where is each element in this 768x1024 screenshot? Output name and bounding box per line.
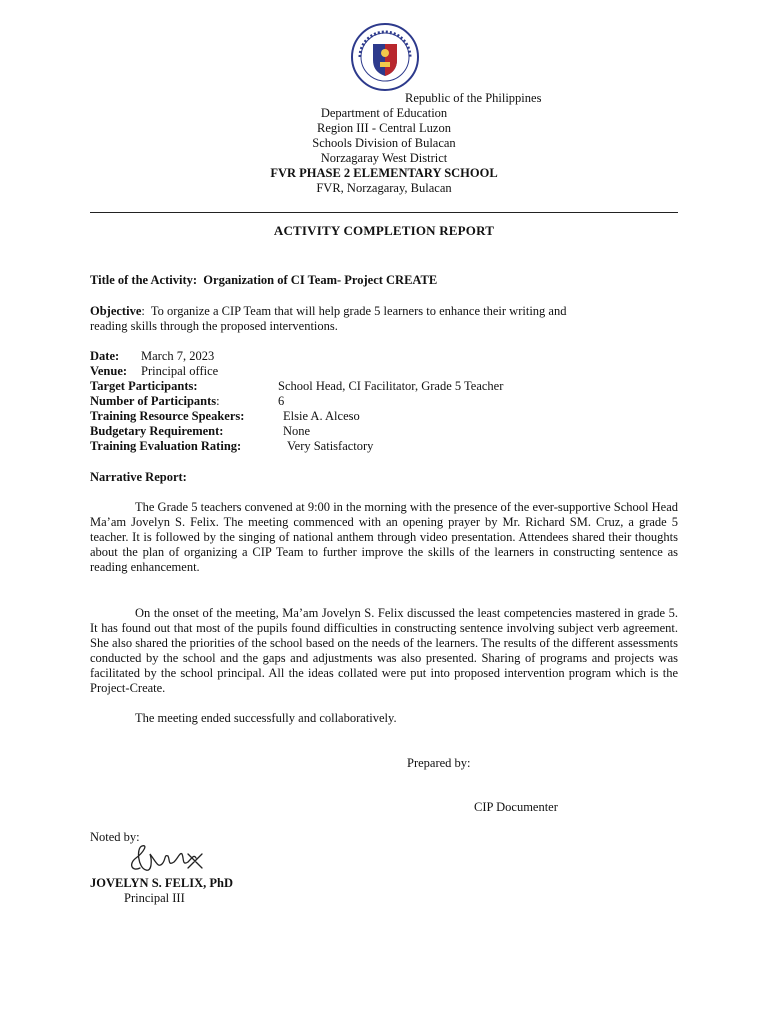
activity-title-label: Title of the Activity: <box>90 273 198 287</box>
date-value: March 7, 2023 <box>141 349 215 363</box>
narrative-paragraph-1: The Grade 5 teachers convened at 9:00 in the morning with the presence of the ever-supportive School Head Ma’am Jovelyn S. Felix. The meeting commenced with an opening prayer by Mr. Richard SM. Cruz, a grade 5 teacher. It is followed by the singing of national anthem through video presentation. Attendees shared their thoughts about the plan of organizing a CIP Team to further improve the skills of the learners in constructing sentence as reading enhancement. <box>90 500 678 574</box>
number-participants-row: Number of Participants: <box>90 394 220 408</box>
narrative-closing: The meeting ended successfully and collaboratively. <box>135 711 397 725</box>
header-region: Region III - Central Luzon <box>317 121 451 135</box>
documenter-title: CIP Documenter <box>474 800 558 814</box>
header-republic: Republic of the Philippines <box>405 91 542 105</box>
signatory-name: JOVELYN S. FELIX, PhD <box>90 876 233 890</box>
header-school: FVR PHASE 2 ELEMENTARY SCHOOL <box>270 166 498 180</box>
handwritten-signature-icon <box>122 838 212 880</box>
header-address: FVR, Norzagaray, Bulacan <box>316 181 452 195</box>
venue-value: Principal office <box>141 364 219 378</box>
header-department: Department of Education <box>320 106 448 120</box>
objective-line-2: reading skills through the proposed interventions. <box>90 319 338 333</box>
deped-seal-icon <box>350 22 420 92</box>
signatory-title: Principal III <box>124 891 185 905</box>
header-district: Norzagaray West District <box>320 151 448 165</box>
narrative-paragraph-2: On the onset of the meeting, Ma’am Jovelyn S. Felix discussed the least competencies mastered in grade 5. It has found out that most of the pupils found difficulties in constructing sentence involving subject verb agreement. She also shared the priorities of the school based on the needs of the learners. The results of the different assessments conducted by the school and the gaps and adjustments was also presented. Sharing of programs and projects was facilitated by the school principal. All the ideas collated were put into proposed intervention program which is the Project-Create. <box>90 606 678 695</box>
budget-label: Budgetary Requirement: <box>90 424 224 438</box>
prepared-by-label: Prepared by: <box>407 756 471 770</box>
number-participants-label: Number of Participants <box>90 394 217 408</box>
venue-label: Venue: <box>90 364 128 378</box>
date-label: Date: <box>90 349 120 363</box>
budget-value: None <box>283 424 311 438</box>
target-participants-value: School Head, CI Facilitator, Grade 5 Teacher <box>278 379 504 393</box>
header-divider <box>90 212 678 213</box>
number-participants-value: 6 <box>278 394 285 408</box>
evaluation-value: Very Satisfactory <box>287 439 374 453</box>
activity-title-value: Organization of CI Team- Project CREATE <box>203 273 438 287</box>
narrative-label: Narrative Report: <box>90 470 187 484</box>
evaluation-label: Training Evaluation Rating: <box>90 439 242 453</box>
activity-title <box>90 273 437 288</box>
noted-by-label: Noted by: <box>90 830 140 844</box>
report-title: ACTIVITY COMPLETION REPORT <box>273 223 495 238</box>
resource-speakers-value: Elsie A. Alceso <box>283 409 360 423</box>
header-division: Schools Division of Bulacan <box>312 136 456 150</box>
resource-speakers-label: Training Resource Speakers: <box>90 409 245 423</box>
objective-text-1: To organize a CIP Team that will help grade 5 learners to enhance their writing and <box>150 304 567 318</box>
target-participants-label: Target Participants: <box>90 379 198 393</box>
objective-label: Objective <box>90 304 142 318</box>
objective-line-1: Objective: To organize a CIP Team that will help grade 5 learners to enhance their writing and <box>90 304 567 318</box>
